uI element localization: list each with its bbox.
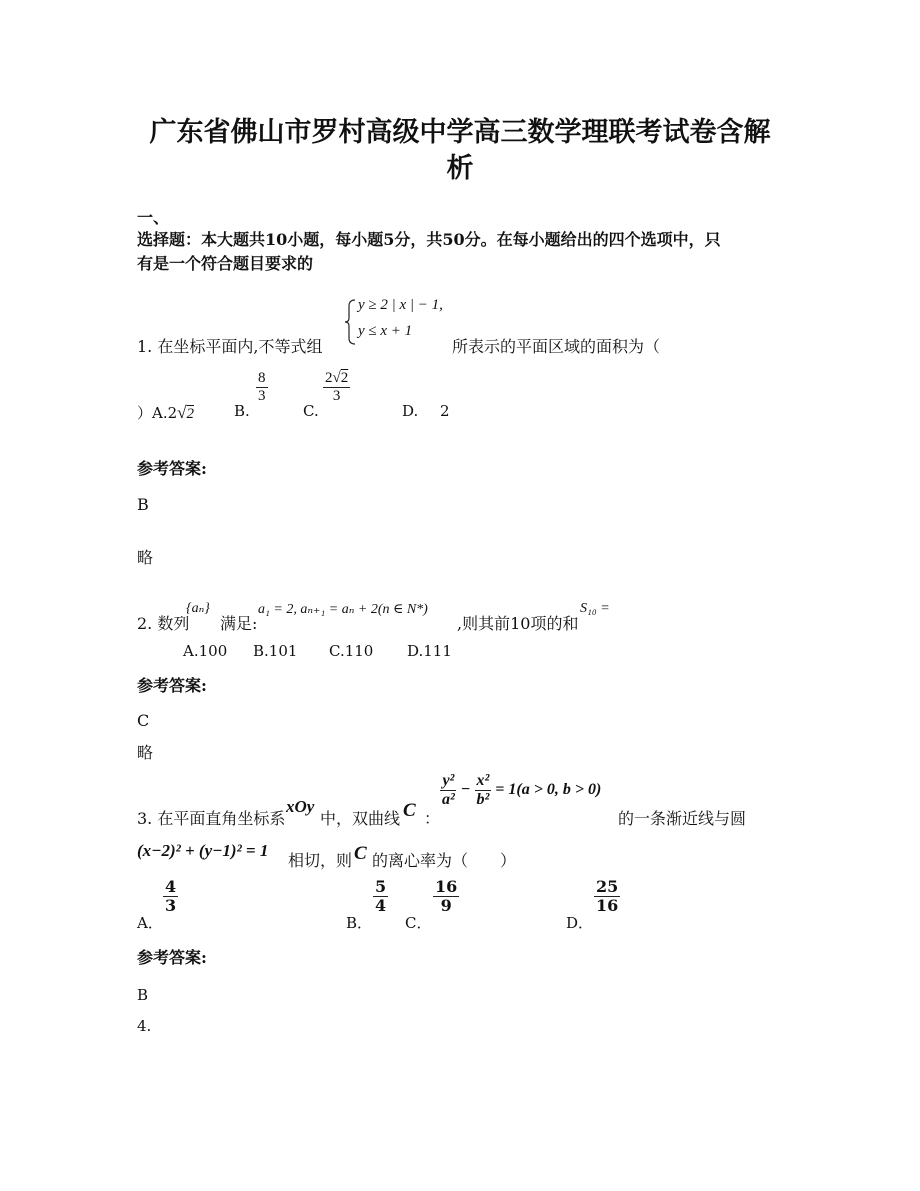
q3-option-d-label: D． <box>566 914 594 932</box>
q2-explanation: 略 <box>137 743 154 762</box>
q1-option-b-den: 3 <box>258 387 266 404</box>
q1-option-b-frac <box>256 370 268 404</box>
q3-eq-minus: − <box>460 780 471 798</box>
q1-tail: 所表示的平面区域的面积为（ <box>452 337 661 356</box>
q3-tail1: 的一条渐近线与圆 <box>618 809 747 828</box>
q3-answer: B <box>137 986 149 1004</box>
q3-option-a-label: A． <box>137 914 163 932</box>
q3-option-c-den: 9 <box>440 895 452 915</box>
q2-sequence: {aₙ} <box>186 601 210 616</box>
q3-option-d-frac <box>594 878 620 914</box>
q1-option-c-coef: 2 <box>325 370 333 386</box>
q3-option-a-num: 4 <box>165 877 177 896</box>
q1-answer: B <box>137 495 149 514</box>
q1-answer-heading: 参考答案: <box>137 459 207 478</box>
q4-number: 4. <box>137 1017 152 1035</box>
q1-option-c-frac <box>323 370 350 404</box>
q3-mid1: 中，双曲线 <box>320 809 401 828</box>
q3-lead: 3. 在平面直角坐标系 <box>137 809 286 828</box>
section-number: 一、 <box>137 208 170 227</box>
q1-option-a-radicand: 2 <box>186 406 194 422</box>
section-intro-line2: 有是一个符合题目要求的 <box>137 254 314 273</box>
q3-hyperbola-equation <box>440 772 601 808</box>
q1-option-a <box>137 402 194 423</box>
q3-coord-system: xOy <box>286 797 315 816</box>
q2-option-c: C.110 <box>329 642 374 660</box>
q3-eq-rhs: = 1(a > 0, b > 0) <box>495 780 602 798</box>
q1-option-c-label: C. <box>303 402 319 420</box>
q3-option-d-num: 25 <box>596 877 619 896</box>
q2-option-b: B.101 <box>253 642 298 660</box>
q2-tail: ,则其前10项的和 <box>457 614 579 633</box>
q3-eq-b2: b² <box>476 790 490 808</box>
q3-curve-name-2: C <box>354 843 367 864</box>
q1-system-line2: y ≤ x + 1 <box>358 323 413 339</box>
q1-option-b-label: B. <box>234 402 250 420</box>
q3-tail2c: 的离心率为（ ） <box>372 851 517 870</box>
q3-eq-x2: x² <box>476 772 490 789</box>
q2-condition: a₁ = 2, aₙ₊₁ = aₙ + 2(n ∈ N*) <box>258 602 428 617</box>
q3-option-c-frac <box>433 878 459 914</box>
q1-option-d-value: 2 <box>440 402 450 420</box>
q3-option-b-den: 4 <box>375 895 387 915</box>
page-title-line1: 广东省佛山市罗村高级中学高三数学理联考试卷含解 <box>149 117 771 148</box>
q3-option-a-frac <box>163 878 178 914</box>
q3-option-a-den: 3 <box>165 895 177 915</box>
q1-option-b-num: 8 <box>258 370 266 386</box>
q3-eq-y2: y² <box>442 772 455 789</box>
q2-answer: C <box>137 711 150 730</box>
q2-option-a: A.100 <box>183 642 228 660</box>
q3-option-b-label: B． <box>346 914 373 932</box>
q2-option-d: D.111 <box>407 642 452 660</box>
q3-colon: ： <box>424 809 441 828</box>
q1-system-brace <box>344 298 358 346</box>
q3-eq-a2: a² <box>442 790 455 808</box>
q3-tail2a: 相切，则 <box>288 851 353 870</box>
q3-option-d-den: 16 <box>596 895 619 915</box>
q1-option-c-radicand: 2 <box>340 370 349 386</box>
q3-option-c-num: 16 <box>435 877 458 896</box>
q1-explanation: 略 <box>137 548 154 567</box>
q3-option-b-num: 5 <box>375 877 387 896</box>
q3-circle-equation: (x−2)² + (y−1)² = 1 <box>137 841 269 860</box>
q3-option-b-frac <box>373 878 388 914</box>
q1-lead: 1. 在坐标平面内,不等式组 <box>137 337 323 356</box>
q1-option-a-prefix: ）A.2 <box>137 404 178 422</box>
page-title-line2: 析 <box>446 153 474 184</box>
q1-system-line1: y ≥ 2 | x | − 1, <box>358 297 443 313</box>
q3-option-c-label: C． <box>405 914 432 932</box>
q1-option-d-label: D. <box>402 402 419 420</box>
q2-answer-heading: 参考答案: <box>137 676 207 695</box>
q2-lead: 2. 数列 <box>137 614 190 633</box>
sqrt-symbol: √ <box>177 403 187 422</box>
sqrt-symbol: √ <box>332 370 341 386</box>
section-intro-line1: 选择题：本大题共10小题，每小题5分，共50分。在每小题给出的四个选项中，只 <box>137 230 721 249</box>
q2-mid: 满足: <box>220 614 258 633</box>
q3-answer-heading: 参考答案: <box>137 948 207 967</box>
q1-option-c-den: 3 <box>332 387 341 404</box>
q2-sum-symbol: S₁₀ = <box>580 601 610 616</box>
q3-curve-name: C <box>403 800 416 821</box>
